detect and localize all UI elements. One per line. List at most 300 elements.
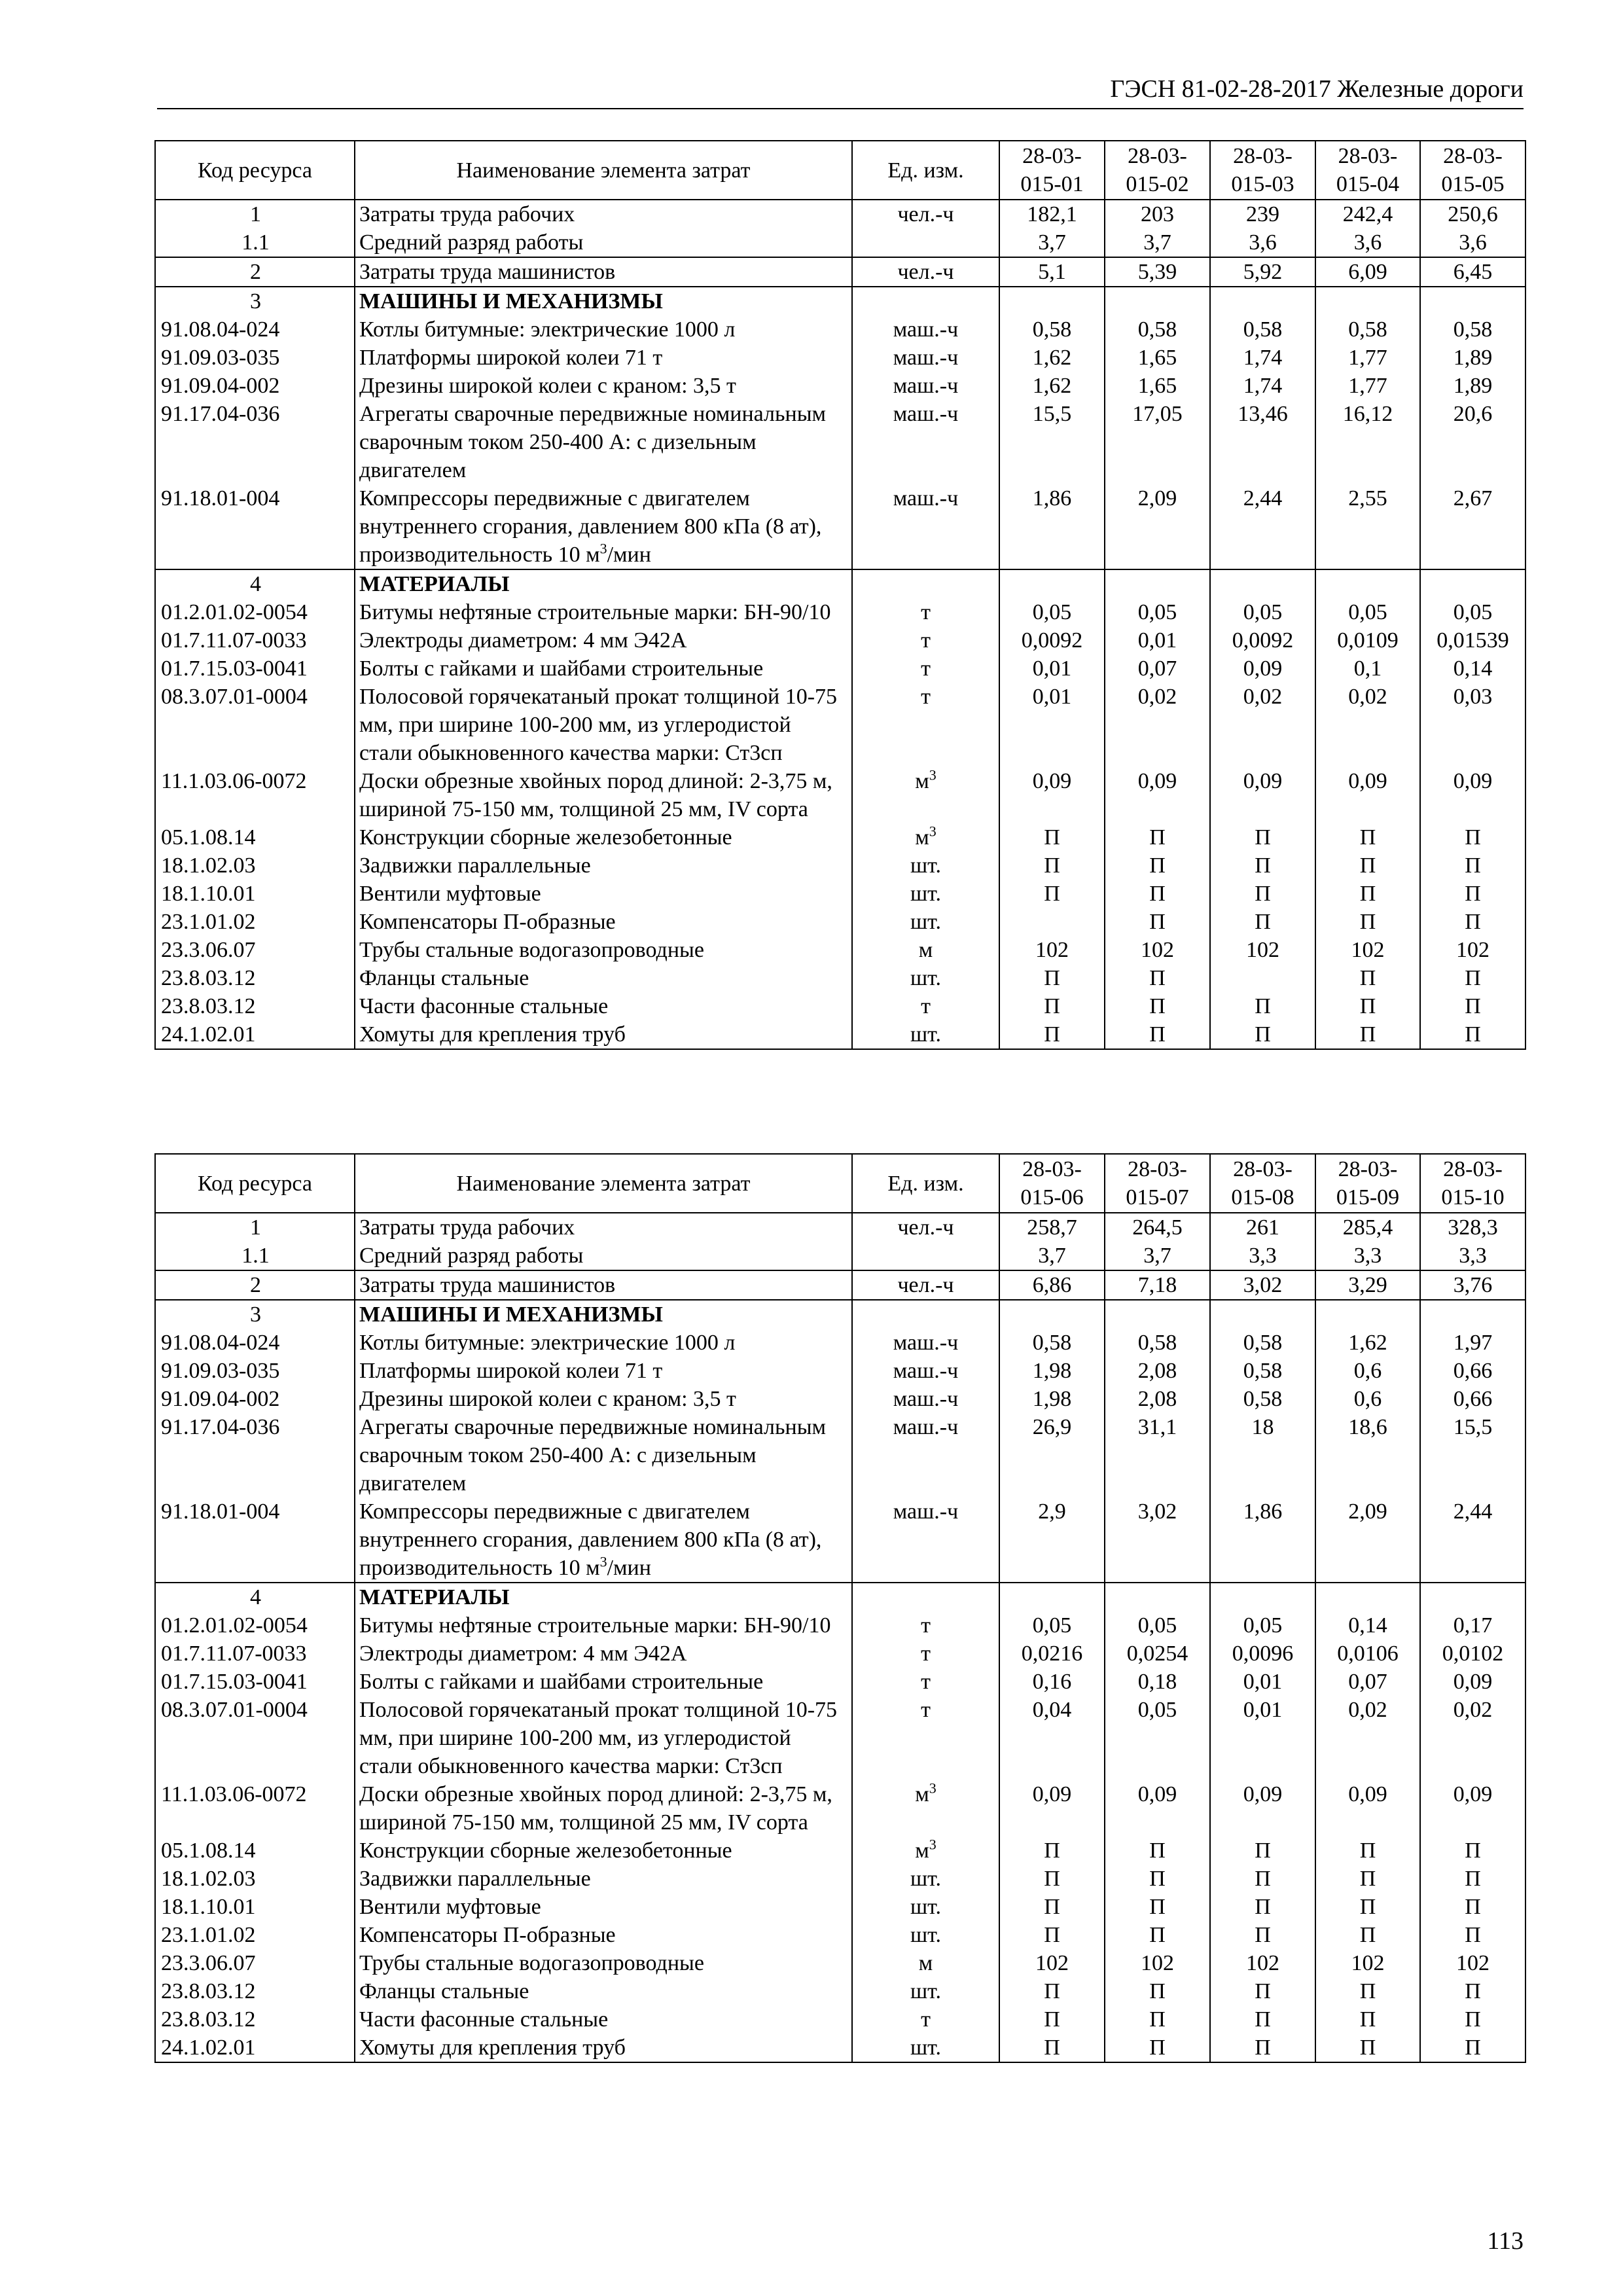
norm-value: П [1105, 2005, 1210, 2034]
resource-code: 05.1.08.14 [155, 1837, 355, 1865]
norm-value: П [999, 1921, 1105, 1949]
norm-value: П [1210, 908, 1315, 936]
norm-value: 0,14 [1420, 655, 1525, 683]
resource-name-text: Компрессоры передвижные с двигателем внутреннего сгорания, давлением 800 кПа (8 ат), производительность 10 м [359, 486, 822, 567]
unit-of-measure [852, 1893, 999, 1921]
table-row [155, 372, 1525, 400]
resource-name-text: Болты с гайками и шайбами строительные [359, 1670, 764, 1694]
norm-value: 0,09 [1420, 1668, 1525, 1696]
header-col: 28-03-015-08 [1210, 1154, 1315, 1213]
resource-name [355, 1329, 852, 1357]
norm-value: 0,09 [1210, 655, 1315, 683]
resource-code: 3 [155, 1300, 355, 1329]
norm-value: П [1420, 992, 1525, 1020]
resource-name [355, 344, 852, 372]
norm-value: 0,58 [1315, 315, 1420, 344]
norm-value: 0,01 [1210, 1696, 1315, 1780]
resource-code: 91.09.03-035 [155, 1357, 355, 1385]
resource-table-2 [154, 1153, 1526, 2063]
resource-code: 91.08.04-024 [155, 1329, 355, 1357]
resource-name [355, 598, 852, 626]
unit-of-measure [852, 1640, 999, 1668]
norm-value: 242,4 [1315, 200, 1420, 228]
table-row [155, 1329, 1525, 1357]
norm-value: П [1105, 2034, 1210, 2062]
norm-value [1210, 964, 1315, 992]
norm-value: 0,02 [1210, 683, 1315, 767]
resource-name-text: Дрезины широкой колеи с краном: 3,5 т [359, 374, 736, 398]
unit-of-measure [852, 1837, 999, 1865]
unit-of-measure [852, 1385, 999, 1413]
unit-of-measure [852, 1498, 999, 1583]
norm-value: 258,7 [999, 1213, 1105, 1242]
resource-code: 4 [155, 569, 355, 598]
norm-value: 15,5 [1420, 1413, 1525, 1498]
unit-text: чел.-ч [897, 260, 954, 284]
resource-name [355, 1583, 852, 1611]
norm-value: П [1210, 852, 1315, 880]
norm-value: П [1105, 1865, 1210, 1893]
table-row [155, 1837, 1525, 1865]
table-row [155, 1977, 1525, 2005]
table-row [155, 852, 1525, 880]
resource-name [355, 1837, 852, 1865]
norm-value: 0,02 [1315, 1696, 1420, 1780]
norm-value [999, 908, 1105, 936]
norm-value: П [1315, 880, 1420, 908]
header-rule [157, 108, 1524, 109]
norm-value: П [999, 1865, 1105, 1893]
resource-name [355, 1385, 852, 1413]
header-col: 28-03-015-10 [1420, 1154, 1525, 1213]
norm-value: 0,01 [999, 683, 1105, 767]
table-row [155, 908, 1525, 936]
norm-value: 1,77 [1315, 372, 1420, 400]
norm-value: 0,58 [1210, 1357, 1315, 1385]
resource-name-text: Части фасонные стальные [359, 2007, 609, 2032]
norm-value: 0,0216 [999, 1640, 1105, 1668]
table-row [155, 880, 1525, 908]
resource-name-text: Агрегаты сварочные передвижные номинальным сварочным током 250-400 А: с дизельным двигателем [359, 1415, 827, 1496]
resource-name-text: Битумы нефтяные строительные марки: БН-90/10 [359, 600, 831, 624]
norm-value: П [1420, 964, 1525, 992]
norm-value: 0,05 [1210, 1611, 1315, 1640]
resource-code: 01.2.01.02-0054 [155, 598, 355, 626]
unit-text: шт. [910, 966, 941, 990]
resource-name-text: Агрегаты сварочные передвижные номинальным сварочным током 250-400 А: с дизельным двигателем [359, 402, 827, 482]
resource-name-text: Котлы битумные: электрические 1000 л [359, 1331, 736, 1355]
norm-value: 18,6 [1315, 1413, 1420, 1498]
resource-code: 3 [155, 287, 355, 315]
header-col: 28-03-015-09 [1315, 1154, 1420, 1213]
unit-text: т [921, 1698, 931, 1722]
norm-value: П [1105, 823, 1210, 852]
resource-name [355, 315, 852, 344]
resource-name [355, 2034, 852, 2062]
norm-value: 26,9 [999, 1413, 1105, 1498]
header-col: 28-03-015-07 [1105, 1154, 1210, 1213]
unit-of-measure [852, 372, 999, 400]
norm-value: П [1420, 2005, 1525, 2034]
unit-text: маш.-ч [893, 486, 959, 511]
norm-value: 2,44 [1420, 1498, 1525, 1583]
norm-value: 102 [1315, 936, 1420, 964]
resource-code: 1 [155, 1213, 355, 1242]
norm-value: 102 [1420, 1949, 1525, 1977]
unit-text: маш.-ч [893, 1331, 959, 1355]
norm-value: П [999, 2005, 1105, 2034]
resource-code: 23.1.01.02 [155, 908, 355, 936]
norm-value: 0,6 [1315, 1357, 1420, 1385]
resource-name-text: Электроды диаметром: 4 мм Э42А [359, 628, 687, 653]
unit-of-measure [852, 1865, 999, 1893]
norm-value: 0,0092 [999, 626, 1105, 655]
norm-value [1210, 287, 1315, 315]
table-header-row [155, 141, 1525, 200]
norm-value: 0,09 [1315, 767, 1420, 823]
resource-code: 91.18.01-004 [155, 1498, 355, 1583]
resource-name-text: Фланцы стальные [359, 966, 529, 990]
unit-of-measure [852, 228, 999, 257]
norm-value: 0,05 [1105, 598, 1210, 626]
resource-name [355, 1270, 852, 1300]
norm-value [999, 1300, 1105, 1329]
resource-code: 24.1.02.01 [155, 1020, 355, 1049]
norm-value: 0,09 [1105, 1780, 1210, 1837]
norm-value: 17,05 [1105, 400, 1210, 484]
norm-value: 0,58 [1210, 1385, 1315, 1413]
resource-name-text: Доски обрезные хвойных пород длиной: 2-3,75 м, шириной 75-150 мм, толщиной 25 мм, IV сорта [359, 1782, 832, 1835]
norm-value: 0,17 [1420, 1611, 1525, 1640]
table-row [155, 626, 1525, 655]
norm-value: 102 [1315, 1949, 1420, 1977]
norm-value: 5,39 [1105, 257, 1210, 287]
norm-value [1420, 1583, 1525, 1611]
norm-value: 18 [1210, 1413, 1315, 1498]
norm-value [1105, 287, 1210, 315]
table-row [155, 1213, 1525, 1242]
norm-value: П [999, 880, 1105, 908]
norm-value: 20,6 [1420, 400, 1525, 484]
norm-value: 0,02 [1420, 1696, 1525, 1780]
header-col: 28-03-015-02 [1105, 141, 1210, 200]
unit-of-measure [852, 1413, 999, 1498]
norm-value: 15,5 [999, 400, 1105, 484]
norm-value: 1,74 [1210, 344, 1315, 372]
unit-text: шт. [910, 882, 941, 906]
resource-code: 23.8.03.12 [155, 2005, 355, 2034]
resource-name-text: Трубы стальные водогазопроводные [359, 938, 704, 962]
norm-value: 1,86 [1210, 1498, 1315, 1583]
resource-code: 23.3.06.07 [155, 1949, 355, 1977]
resource-table-1 [154, 140, 1526, 1050]
norm-value: 3,6 [1315, 228, 1420, 257]
norm-value: 0,09 [1420, 1780, 1525, 1837]
resource-code: 08.3.07.01-0004 [155, 1696, 355, 1780]
norm-value: 0,05 [999, 598, 1105, 626]
resource-name [355, 257, 852, 287]
norm-value: 0,05 [1105, 1696, 1210, 1780]
table-row [155, 598, 1525, 626]
norm-value: 0,0096 [1210, 1640, 1315, 1668]
unit-text: шт. [910, 853, 941, 878]
header-col: 28-03-015-05 [1420, 141, 1525, 200]
resource-name-text: Полосовой горячекатаный прокат толщиной 10-75 мм, при ширине 100-200 мм, из углеродистой стали обыкновенного качества марки: Ст3сп [359, 685, 838, 765]
norm-value: 1,74 [1210, 372, 1315, 400]
norm-value: П [1105, 1837, 1210, 1865]
unit-text: маш.-ч [893, 346, 959, 370]
norm-value: П [999, 2034, 1105, 2062]
norm-value: 0,58 [1210, 1329, 1315, 1357]
unit-of-measure [852, 683, 999, 767]
unit-of-measure [852, 1329, 999, 1357]
norm-value [1315, 1300, 1420, 1329]
resource-name-text: МАШИНЫ И МЕХАНИЗМЫ [359, 289, 663, 314]
unit-of-measure [852, 2005, 999, 2034]
norm-value: П [999, 1837, 1105, 1865]
norm-value: 0,58 [1105, 315, 1210, 344]
norm-value: П [1315, 1977, 1420, 2005]
norm-value [1105, 569, 1210, 598]
norm-value: 2,9 [999, 1498, 1105, 1583]
resource-name [355, 852, 852, 880]
resource-name-text: Хомуты для крепления труб [359, 1022, 626, 1047]
norm-value: П [1420, 2034, 1525, 2062]
norm-value: П [1210, 2005, 1315, 2034]
norm-value: П [1420, 1020, 1525, 1049]
norm-value: 3,76 [1420, 1270, 1525, 1300]
unit-of-measure [852, 936, 999, 964]
resource-name [355, 1780, 852, 1837]
table-row [155, 400, 1525, 484]
norm-value: 7,18 [1105, 1270, 1210, 1300]
norm-value: 31,1 [1105, 1413, 1210, 1498]
norm-value: 0,0106 [1315, 1640, 1420, 1668]
norm-value: 0,09 [1105, 767, 1210, 823]
resource-name-text: МАТЕРИАЛЫ [359, 572, 510, 596]
unit-text: чел.-ч [897, 1273, 954, 1297]
resource-name [355, 1921, 852, 1949]
unit-text: т [921, 1670, 931, 1694]
resource-name-text: Платформы широкой колеи 71 т [359, 1359, 663, 1383]
unit-of-measure [852, 964, 999, 992]
norm-value: 16,12 [1315, 400, 1420, 484]
unit-of-measure [852, 1583, 999, 1611]
header-unit: Ед. изм. [852, 1154, 999, 1213]
table-row [155, 1611, 1525, 1640]
table-row [155, 1668, 1525, 1696]
resource-name [355, 1893, 852, 1921]
unit-of-measure [852, 626, 999, 655]
norm-value [1420, 1300, 1525, 1329]
table-row [155, 315, 1525, 344]
resource-name-text: Компрессоры передвижные с двигателем внутреннего сгорания, давлением 800 кПа (8 ат), производительность 10 м [359, 1499, 822, 1580]
norm-value: 1,86 [999, 484, 1105, 569]
norm-value: 2,08 [1105, 1385, 1210, 1413]
table-row [155, 200, 1525, 228]
norm-value: 0,01 [1105, 626, 1210, 655]
unit-text: т [921, 1613, 931, 1638]
table-row [155, 964, 1525, 992]
resource-code: 11.1.03.06-0072 [155, 1780, 355, 1837]
norm-value: 0,07 [1105, 655, 1210, 683]
resource-name-text: Затраты труда рабочих [359, 1215, 575, 1240]
unit-text: т [921, 600, 931, 624]
table-row [155, 1949, 1525, 1977]
table-row [155, 1696, 1525, 1780]
resource-name [355, 823, 852, 852]
norm-value: 6,86 [999, 1270, 1105, 1300]
resource-code: 05.1.08.14 [155, 823, 355, 852]
resource-code: 23.1.01.02 [155, 1921, 355, 1949]
resource-name-text: Части фасонные стальные [359, 994, 609, 1018]
resource-name-text: Полосовой горячекатаный прокат толщиной 10-75 мм, при ширине 100-200 мм, из углеродистой стали обыкновенного качества марки: Ст3сп [359, 1698, 838, 1778]
norm-value: 0,58 [1420, 315, 1525, 344]
resource-code: 18.1.02.03 [155, 852, 355, 880]
resource-name [355, 1865, 852, 1893]
resource-name-text: МАШИНЫ И МЕХАНИЗМЫ [359, 1302, 663, 1327]
resource-name [355, 484, 852, 569]
norm-value: П [1315, 1921, 1420, 1949]
resource-name-text: Битумы нефтяные строительные марки: БН-90/10 [359, 1613, 831, 1638]
norm-value: П [1315, 1893, 1420, 1921]
resource-code: 01.2.01.02-0054 [155, 1611, 355, 1640]
resource-name [355, 992, 852, 1020]
norm-value: 0,18 [1105, 1668, 1210, 1696]
norm-value: П [1105, 1893, 1210, 1921]
norm-value: 1,62 [999, 344, 1105, 372]
norm-value: 0,04 [999, 1696, 1105, 1780]
unit-text: маш.-ч [893, 317, 959, 342]
norm-value: 1,62 [1315, 1329, 1420, 1357]
norm-value: П [1315, 852, 1420, 880]
norm-value: П [999, 1893, 1105, 1921]
unit-text: м [915, 825, 929, 850]
resource-name [355, 569, 852, 598]
norm-value: 0,58 [1210, 315, 1315, 344]
table-row [155, 1270, 1525, 1300]
resource-code: 24.1.02.01 [155, 2034, 355, 2062]
norm-value: 3,7 [1105, 1242, 1210, 1270]
unit-text: т [921, 1641, 931, 1666]
table-row [155, 257, 1525, 287]
unit-superscript: 3 [929, 766, 936, 783]
table-row [155, 655, 1525, 683]
table-row [155, 344, 1525, 372]
norm-value: П [1105, 964, 1210, 992]
norm-value [1210, 1583, 1315, 1611]
unit-of-measure [852, 767, 999, 823]
unit-text: т [921, 994, 931, 1018]
norm-value: П [1210, 992, 1315, 1020]
resource-name-text: Доски обрезные хвойных пород длиной: 2-3,75 м, шириной 75-150 мм, толщиной 25 мм, IV сорта [359, 769, 832, 821]
resource-name-text: Задвижки параллельные [359, 1867, 591, 1891]
unit-of-measure [852, 484, 999, 569]
resource-name-text: Трубы стальные водогазопроводные [359, 1951, 704, 1975]
norm-value: П [1105, 852, 1210, 880]
resource-name [355, 936, 852, 964]
unit-of-measure [852, 200, 999, 228]
resource-name [355, 767, 852, 823]
resource-name-text: Вентили муфтовые [359, 1895, 541, 1919]
table-row [155, 823, 1525, 852]
unit-text: т [921, 2007, 931, 2032]
norm-value: П [1315, 1865, 1420, 1893]
unit-of-measure [852, 1668, 999, 1696]
norm-value: 0,02 [1315, 683, 1420, 767]
unit-of-measure [852, 598, 999, 626]
unit-of-measure [852, 1780, 999, 1837]
norm-value: 285,4 [1315, 1213, 1420, 1242]
norm-value [1210, 569, 1315, 598]
header-col: 28-03-015-03 [1210, 141, 1315, 200]
norm-value: 3,29 [1315, 1270, 1420, 1300]
unit-text: шт. [910, 1867, 941, 1891]
resource-name-text: Вентили муфтовые [359, 882, 541, 906]
resource-name [355, 626, 852, 655]
unit-of-measure [852, 1357, 999, 1385]
resource-name [355, 1977, 852, 2005]
norm-value: 203 [1105, 200, 1210, 228]
unit-of-measure [852, 852, 999, 880]
norm-value: 0,09 [1420, 767, 1525, 823]
table-row [155, 1921, 1525, 1949]
norm-value: 6,09 [1315, 257, 1420, 287]
unit-of-measure [852, 1300, 999, 1329]
unit-text: т [921, 628, 931, 653]
norm-value: П [1420, 1921, 1525, 1949]
resource-name [355, 1696, 852, 1780]
resource-code: 18.1.02.03 [155, 1865, 355, 1893]
resource-code: 18.1.10.01 [155, 1893, 355, 1921]
unit-of-measure [852, 1020, 999, 1049]
norm-value: 2,08 [1105, 1357, 1210, 1385]
norm-value: 2,55 [1315, 484, 1420, 569]
norm-value: П [1420, 823, 1525, 852]
resource-code: 08.3.07.01-0004 [155, 683, 355, 767]
table-row [155, 1640, 1525, 1668]
resource-name-text: Платформы широкой колеи 71 т [359, 346, 663, 370]
norm-value: 0,05 [999, 1611, 1105, 1640]
norm-value: П [1420, 1865, 1525, 1893]
norm-value: П [1315, 2005, 1420, 2034]
resource-name [355, 1020, 852, 1049]
norm-value: 2,09 [1105, 484, 1210, 569]
resource-name-text: Затраты труда машинистов [359, 1273, 616, 1297]
resource-code: 91.09.03-035 [155, 344, 355, 372]
norm-value: П [999, 964, 1105, 992]
resource-name-text: Дрезины широкой колеи с краном: 3,5 т [359, 1387, 736, 1411]
table-row [155, 484, 1525, 569]
resource-name-text: Компенсаторы П-образные [359, 1923, 616, 1947]
norm-value: 3,3 [1210, 1242, 1315, 1270]
norm-value: П [1315, 2034, 1420, 2062]
resource-name-text: Задвижки параллельные [359, 853, 591, 878]
resource-code: 11.1.03.06-0072 [155, 767, 355, 823]
norm-value: 0,05 [1105, 1611, 1210, 1640]
norm-value [1315, 1583, 1420, 1611]
header-name: Наименование элемента затрат [355, 1154, 852, 1213]
table-row [155, 2005, 1525, 2034]
header-col: 28-03-015-06 [999, 1154, 1105, 1213]
resource-name [355, 1300, 852, 1329]
resource-name [355, 1668, 852, 1696]
norm-value: П [999, 992, 1105, 1020]
unit-text: т [921, 685, 931, 709]
norm-value: П [1210, 1977, 1315, 2005]
norm-value: 264,5 [1105, 1213, 1210, 1242]
norm-value: 3,3 [1420, 1242, 1525, 1270]
